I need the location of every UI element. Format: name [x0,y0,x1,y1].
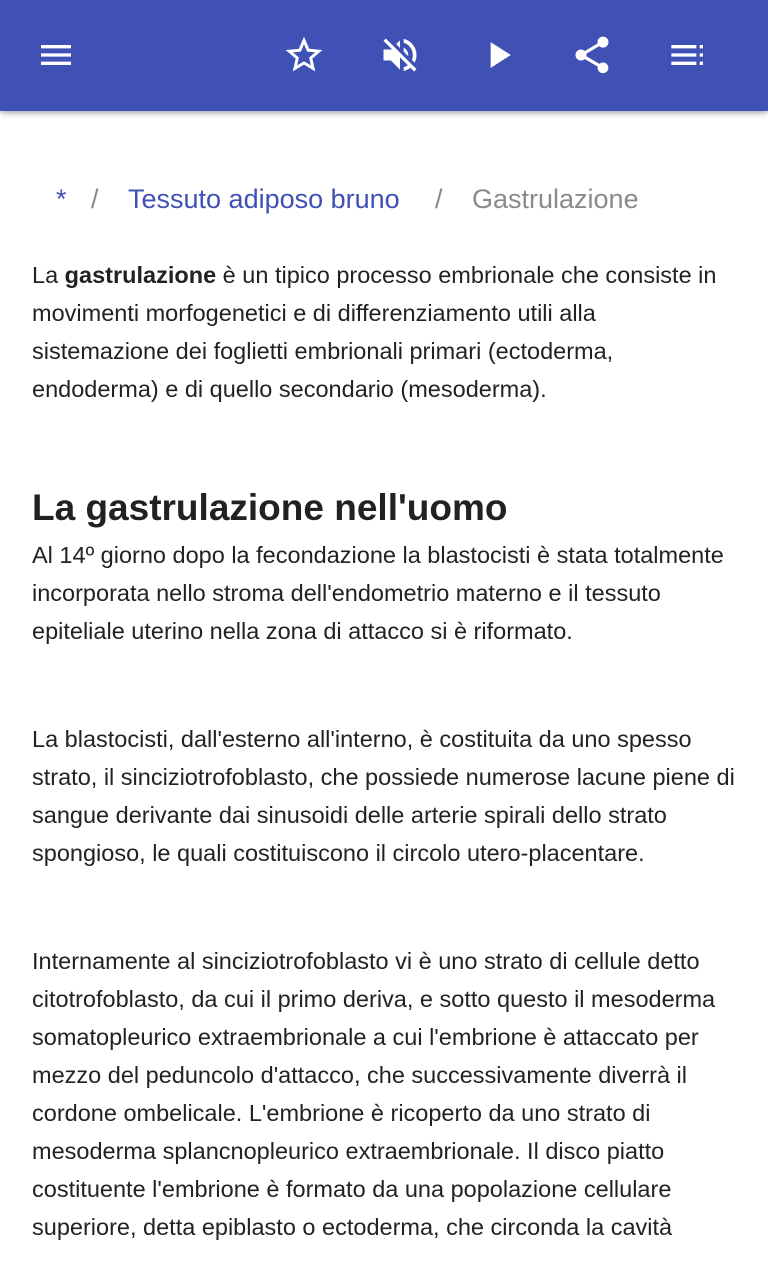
breadcrumb-current: Gastrulazione [472,184,639,214]
intro-rest: è un tipico processo embrionale che consiste in movimenti morfogenetici e di differenziamento utili alla sistemazione dei foglietti embrionali primari (ectoderma, endoderma) e di quello secondario (mesoderma). [32,262,717,402]
share-button[interactable] [564,27,620,83]
paragraph: Al 14º giorno dopo la fecondazione la blastocisti è stata totalmente incorporata nello stroma dell'endometrio materno e il tessuto epiteliale uterino nella zona di attacco si è riformato. [32,542,724,644]
breadcrumb-home-link[interactable]: * [56,184,67,214]
intro-prefix: La [32,262,65,288]
menu-icon [36,35,76,75]
breadcrumb-separator: / [435,184,443,214]
breadcrumb [32,181,736,217]
intro-bold-term: gastrulazione [64,262,217,288]
playlist-icon [668,35,708,75]
app-toolbar [0,0,768,111]
breadcrumb-separator: / [91,184,99,214]
section-heading: La gastrulazione nell'uomo [32,487,508,528]
share-icon [570,33,614,77]
breadcrumb-parent-link[interactable]: Tessuto adiposo bruno [128,184,400,214]
play-button[interactable] [470,27,526,83]
paragraph: La blastocisti, dall'esterno all'interno, è costituita da uno spesso strato, il sinciziotrofoblasto, che possiede numerose lacune piene di sangue derivante dai sinusoidi delle arterie spirali dello strato spongioso, le quali costituiscono il circolo utero-placentare. [32,726,735,866]
article-content [32,111,736,1280]
play-icon [476,33,520,77]
volume-off-icon [378,33,422,77]
contents-button[interactable] [660,27,716,83]
paragraph: Internamente al sinciziotrofoblasto vi è uno strato di cellule detto citotrofoblasto, da cui il primo deriva, e sotto questo il mesoderma somatopleurico extraembrionale a cui l'embrione è attaccato per mezzo del peduncolo d'attacco, che successivamente diverrà il cordone ombelicale. L'embrione è ricoperto da uno strato di mesoderma splancnopleurico extraembrionale. Il disco piatto costituente l'embrione è formato da una popolazione cellulare superiore, detta epiblasto o ectoderma, che circonda la cavità [32,948,716,1240]
bookmark-button[interactable] [276,27,332,83]
intro-paragraph [32,256,736,408]
menu-button[interactable] [28,27,84,83]
star-icon [282,33,326,77]
mute-button[interactable] [372,27,428,83]
